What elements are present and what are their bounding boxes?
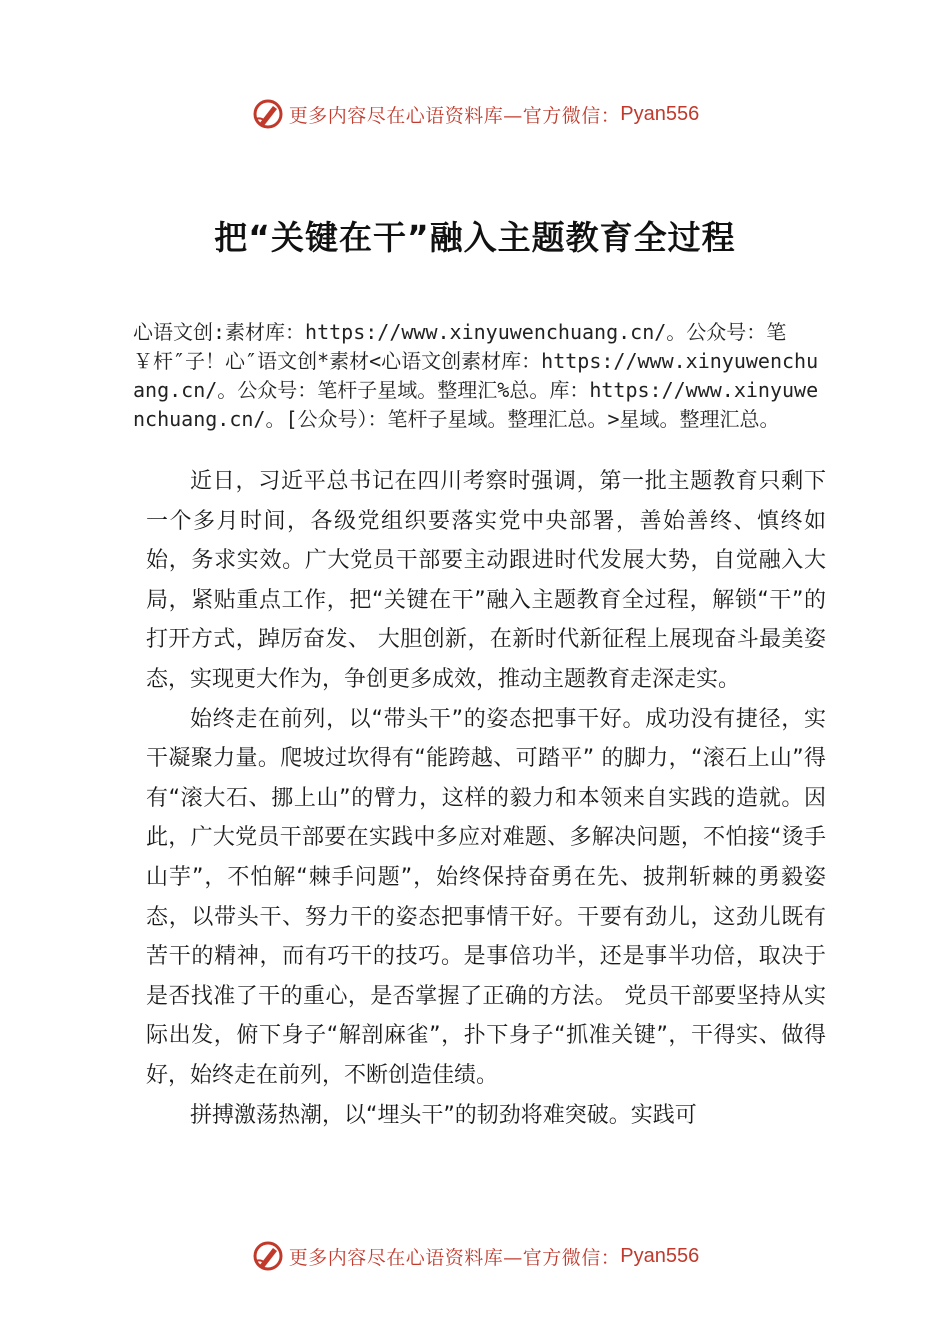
footer-banner (0, 1236, 950, 1276)
document-title: 把“关键在干”融入主题教育全过程 (214, 218, 736, 257)
banner-wechat-id: Pyan556 (620, 1244, 700, 1267)
header-banner (0, 94, 950, 134)
paragraph: 始终走在前列，以“带头干”的姿态把事干好。成功没有捷径，实干凝聚力量。爬坡过坎得有“能跨越、可踏平” 的脚力，“滚石上山”得有“滚大石、挪上山”的臂力，这样的毅力和本领来自实践的造就。因此，广大党员干部要在实践中多应对难题、多解决问题，不怕接“烫手山芋”，不怕解“棘手问题”，始终保持奋勇在先、披荆斩棘的勇毅姿态，以带头干、努力干的姿态把事情干好。干要有劲儿，这劲儿既有苦干的精神，而有巧干的技巧。是事倍功半，还是事半功倍，取决于是否找准了干的重心，是否掌握了正确的方法。 党员干部要坚持从实际出发，俯下身子“解剖麻雀”，扑下身子“抓准关键”，干得实、做得好，始终走在前列，不断创造佳绩。 (146, 706, 826, 1088)
source-meta: 心语文创:素材库：https://www.xinyuwenchuang.cn/。公众号：笔￥杆″子！心″语文创*素材<心语文创素材库：https://www.xinyuwenchuang.cn/。公众号：笔杆子星域。整理汇%总。库：https://www.xinyuwenchuang.cn/。[公众号）：笔杆子星域。整理汇总。>星域。整理汇总。 (133, 320, 819, 431)
paragraph: 拼搏激荡热潮，以“埋头干”的韧劲将难突破。实践可 (190, 1102, 697, 1128)
banner-text: 更多内容尽在心语资料库—官方微信： (288, 104, 621, 127)
paragraph: 近日，习近平总书记在四川考察时强调，第一批主题教育只剩下一个多月时间，各级党组织要落实党中央部署，善始善终、慎终如始，务求实效。广大党员干部要主动跟进时代发展大势，自觉融入大局，紧贴重点工作，把“关键在干”融入主题教育全过程，解锁“干”的打开方式，踔厉奋发、 大胆创新，在新时代新征程上展现奋斗最美姿态，实现更大作为，争创更多成效，推动主题教育走深走实。 (146, 469, 826, 692)
banner-text: 更多内容尽在心语资料库—官方微信： (288, 1246, 621, 1269)
pen-logo-icon (251, 97, 285, 131)
pen-logo-icon (251, 1239, 285, 1273)
banner-wechat-id: Pyan556 (620, 102, 700, 125)
document-body (146, 462, 826, 1135)
